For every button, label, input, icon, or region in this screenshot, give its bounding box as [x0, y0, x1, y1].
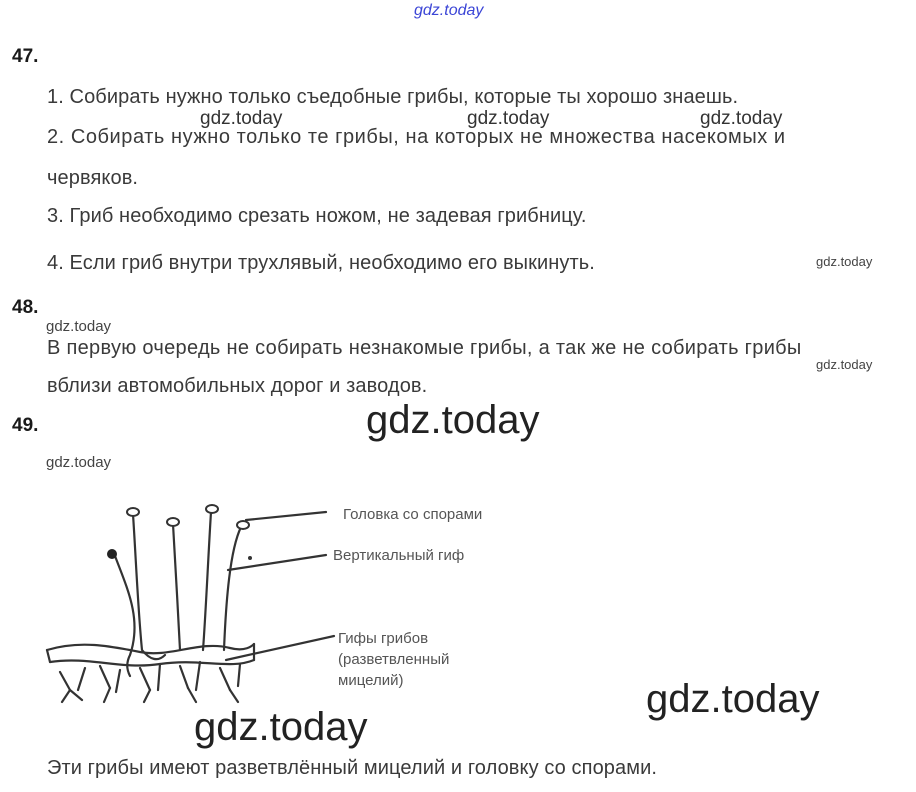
watermark-task48-right: gdz.today [816, 357, 873, 372]
label-mycelium-3: мицелий) [338, 672, 404, 689]
task-47-number: 47. [12, 46, 39, 67]
watermark-line2-b: gdz.today [467, 108, 550, 129]
label-hypha: Вертикальный гиф [333, 547, 465, 564]
label-mycelium-2: (разветвленный [338, 651, 450, 668]
watermark-line2-a: gdz.today [200, 108, 283, 129]
watermark-task49-left: gdz.today [46, 454, 112, 471]
hypha-2 [133, 514, 165, 659]
spore-head-4 [237, 521, 249, 529]
watermark-big-bottom-right: gdz.today [646, 677, 820, 721]
task-47-item-2: 2. Собирать нужно только те грибы, на которых не множества насекомых и [47, 126, 786, 148]
label-head: Головка со спорами [343, 506, 483, 523]
task-48-line-1: В первую очередь не собирать незнакомые грибы, а так же не собирать грибы [47, 337, 802, 359]
task-47-item-4: 4. Если гриб внутри трухлявый, необходимо его выкинуть. [47, 252, 595, 274]
label-mycelium-1: Гифы грибов [338, 630, 429, 647]
watermark-item4-right: gdz.today [816, 254, 873, 269]
spore-head-dark [107, 549, 117, 559]
mycelium-base [47, 644, 254, 653]
hypha-4 [203, 512, 211, 650]
task-47-item-2-cont: червяков. [47, 167, 139, 189]
hypha-1 [115, 556, 135, 676]
watermark-top: gdz.today [414, 2, 484, 19]
task-49-number: 49. [12, 415, 39, 436]
task-48-line-2: вблизи автомобильных дорог и заводов. [47, 375, 428, 397]
pointer-hypha [228, 555, 326, 570]
watermark-big-bottom-left: gdz.today [194, 705, 368, 749]
task-47-item-1: 1. Собирать нужно только съедобные грибы, которые ты хорошо знаешь. [47, 86, 739, 108]
pointer-mycelium [226, 636, 334, 660]
hypha-3 [173, 524, 180, 650]
watermark-task48-left: gdz.today [46, 318, 112, 335]
pointer-head [246, 512, 326, 520]
task-48-number: 48. [12, 297, 39, 318]
task-47-item-3: 3. Гриб необходимо срезать ножом, не задевая грибницу. [47, 205, 587, 227]
spore-head-1 [127, 508, 139, 516]
watermark-big-center: gdz.today [366, 398, 540, 442]
task-49-conclusion: Эти грибы имеют разветвлённый мицелий и головку со спорами. [47, 757, 658, 779]
spore-head-2 [167, 518, 179, 526]
hypha-5 [224, 527, 241, 650]
spore-head-3 [206, 505, 218, 513]
watermark-line2-c: gdz.today [700, 108, 783, 129]
